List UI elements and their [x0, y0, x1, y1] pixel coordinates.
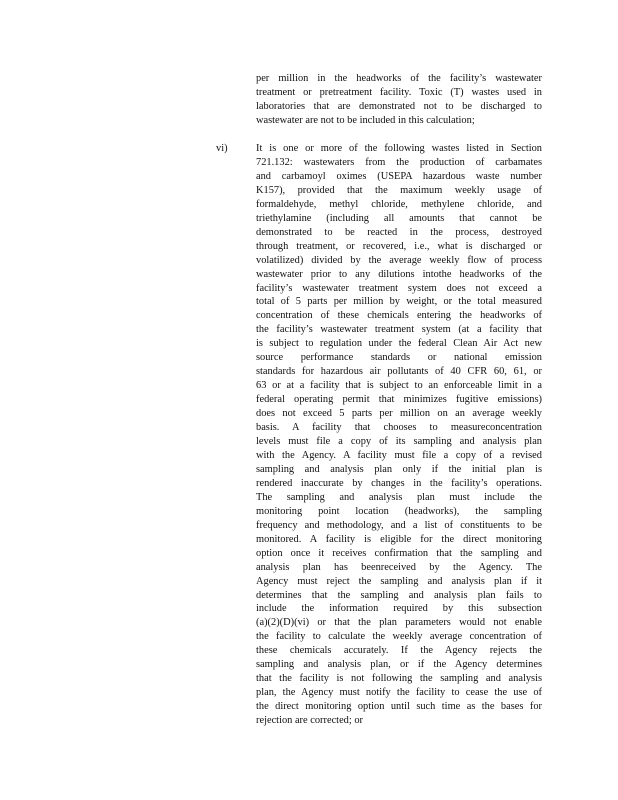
text-line: volatilized) divided by the average weekly flow of process	[256, 254, 542, 266]
text-line: demonstrated to be reacted in the process, destroyed	[256, 226, 542, 238]
text-line: treatment or pretreatment facility. Toxic (T) wastes used in	[256, 86, 542, 98]
text-line: sampling and analysis plan, or if the Agency determines	[256, 659, 542, 671]
text-line: per million in the headworks of the facility’s wastewater	[256, 73, 542, 84]
text-line: frequency and methodology, and a list of constituents to be	[256, 519, 542, 531]
text-line: determines that the sampling and analysis plan fails to	[256, 589, 542, 601]
text-line: is subject to regulation under the federal Clean Air Act new	[256, 338, 542, 350]
text-line: wastewater are not to be included in this calculation;	[256, 114, 475, 126]
text-line: plan, the Agency must notify the facility to cease the use of	[256, 687, 542, 699]
text-line: levels must file a copy of its sampling and analysis plan	[256, 436, 542, 448]
top-paragraph	[256, 72, 542, 128]
text-line: include the information required by this subsection	[256, 603, 542, 615]
text-line: It is one or more of the following wastes listed in Section	[256, 143, 542, 154]
text-line: these chemicals accurately. If the Agency rejects the	[256, 645, 542, 657]
text-line: K157), provided that the maximum weekly usage of	[256, 184, 542, 196]
text-line: the direct monitoring option until such time as the bases for	[256, 701, 542, 713]
text-line: the facility to calculate the weekly average concentration of	[256, 631, 542, 643]
text-line: wastewater prior to any dilutions intothe headworks of the	[256, 268, 542, 280]
text-line: option once it receives confirmation that the sampling and	[256, 547, 542, 559]
text-line: and carbamoyl oximes (USEPA hazardous waste number	[256, 170, 542, 182]
item-marker: vi)	[216, 143, 228, 154]
text-line: analysis plan has beenreceived by the Agency. The	[256, 561, 542, 573]
text-line: total of 5 parts per million by weight, or the total measured	[256, 296, 542, 308]
text-line: that the facility is not following the sampling and analysis	[256, 673, 542, 685]
text-line: triethylamine (including all amounts that cannot be	[256, 212, 542, 224]
text-line: laboratories that are demonstrated not to be discharged to	[256, 100, 542, 112]
text-line: concentration of these chemicals entering the headworks of	[256, 310, 542, 322]
text-line: the facility’s wastewater treatment system (at a facility that	[256, 324, 542, 336]
text-line: does not exceed 5 parts per million on an average weekly	[256, 408, 542, 420]
text-line: source performance standards or national emission	[256, 352, 542, 364]
text-line: basis. A facility that chooses to measureconcentration	[256, 422, 542, 434]
text-line: monitoring point location (headworks), the sampling	[256, 505, 542, 517]
text-line: standards for hazardous air pollutants of 40 CFR 60, 61, or	[256, 366, 542, 378]
text-line: The sampling and analysis plan must include the	[256, 491, 542, 503]
text-line: formaldehyde, methyl chloride, methylene chloride, and	[256, 198, 542, 210]
text-line: federal operating permit that minimizes fugitive emissions)	[256, 394, 542, 406]
text-line: through treatment, or recovered, i.e., what is discharged or	[256, 240, 542, 252]
text-line: monitored. A facility is eligible for the direct monitoring	[256, 533, 542, 545]
text-line: rejection are corrected; or	[256, 715, 364, 727]
text-line: with the Agency. A facility must file a copy of a revised	[256, 449, 542, 461]
text-line: 721.132: wastewaters from the production of carbamates	[256, 156, 542, 168]
text-line: 63 or at a facility that is subject to an enforceable limit in a	[256, 380, 542, 392]
item-vi-paragraph	[256, 142, 542, 728]
text-line: (a)(2)(D)(vi) or that the plan parameters would not enable	[256, 617, 542, 629]
text-line: rendered inaccurate by changes in the facility’s operations.	[256, 477, 542, 489]
text-line: sampling and analysis plan only if the initial plan is	[256, 463, 542, 475]
text-line: facility’s wastewater treatment system does not exceed a	[256, 282, 542, 294]
text-line: Agency must reject the sampling and analysis plan if it	[256, 575, 542, 587]
